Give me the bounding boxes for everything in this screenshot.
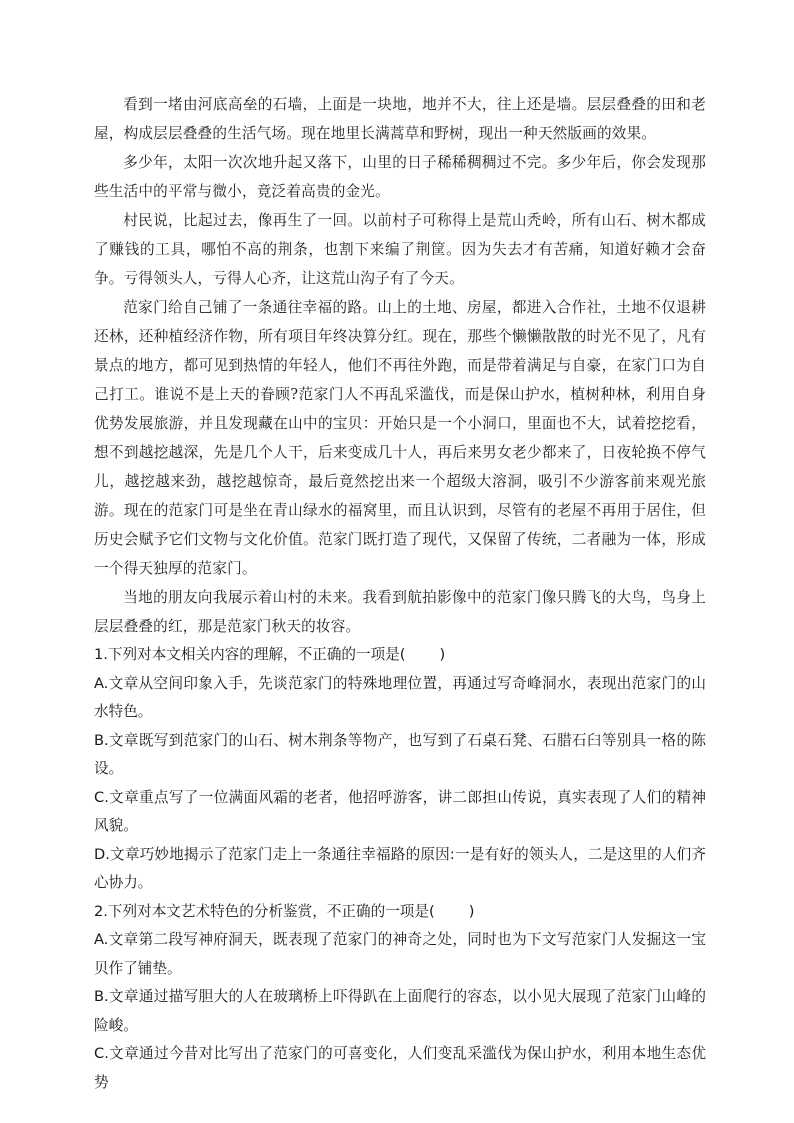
document-page [94,90,706,1097]
passage-paragraph: 范家门给自己铺了一条通往幸福的路。山上的土地、房屋，都进入合作社，土地不仅退耕还林，还种植经济作物，所有项目年终决算分红。现在，那些个懒懒散散的时光不见了，凡有景点的地方，都可见到热情的年轻人，他们不再往外跑，而是带着满足与自豪，在家门口为自己打工。谁说不是上天的眷顾?范家门人不再乱采滥伐，而是保山护水，植树种林，利用自身优势发展旅游，并且发现藏在山中的宝贝：开始只是一个小洞口，里面也不大，试着挖挖看，想不到越挖越深，先是几个人干，后来变成几十人，再后来男女老少都来了，日夜轮换不停气儿，越挖越来劲，越挖越惊奇，最后竟然挖出来一个超级大溶洞，吸引不少游客前来观光旅游。现在的范家门可是坐在青山绿水的福窝里，而且认识到，尽管有的老屋不再用于居住，但历史会赋予它们文物与文化价值。范家门既打造了现代，又保留了传统，二者融为一体，形成一个得天独厚的范家门。 [94,299,706,577]
question-stem-close: ) [439,646,446,663]
question-stem [94,641,706,670]
option-a: A.文章从空间印象入手，先谈范家门的特殊地理位置，再通过写奇峰洞水，表现出范家门的山水特色。 [94,674,706,720]
question-stem-close: ) [468,902,475,920]
passage-paragraph: 看到一堵由河底高垒的石墙，上面是一块地，地并不大，往上还是墙。层层叠叠的田和老屋，构成层层叠叠的生活气场。现在地里长满蒿草和野树，现出一种天然版画的效果。 [94,96,706,142]
question-stem-text: 1.下列对本文相关内容的理解，不正确的一项是( [94,646,406,663]
option-d: D.文章巧妙地揭示了范家门走上一条通往幸福路的原因:一是有好的领头人，二是这里的人们齐心协力。 [94,845,706,891]
passage-paragraph: 多少年，太阳一次次地升起又落下，山里的日子稀稀稠稠过不完。多少年后，你会发现那些生活中的平常与微小，竟泛着高贵的金光。 [94,154,706,200]
question-2 [94,898,706,1098]
option-b: B.文章既写到范家门的山石、树木荆条等物产，也写到了石桌石凳、石腊石臼等别具一格的陈设。 [94,731,706,777]
passage [94,90,706,641]
option-c: C.文章通过今昔对比写出了范家门的可喜变化，人们变乱采滥伐为保山护水，利用本地生态优势 [94,1045,706,1091]
option-b: B.文章通过描写胆大的人在玻璃桥上吓得趴在上面爬行的容态，以小见大展现了范家门山峰的险峻。 [94,988,706,1034]
question-1 [94,641,706,898]
passage-paragraph: 村民说，比起过去，像再生了一回。以前村子可称得上是荒山秃岭，所有山石、树木都成了赚钱的工具，哪怕不高的荆条，也割下来编了荆筐。因为失去才有苦痛，知道好赖才会奋争。亏得领头人，亏得人心齐，让这荒山沟子有了今天。 [94,212,706,287]
passage-paragraph: 当地的朋友向我展示着山村的未来。我看到航拍影像中的范家门像只腾飞的大鸟，鸟身上层层叠叠的红，那是范家门秋天的妆容。 [94,589,706,635]
question-stem-text: 2.下列对本文艺术特色的分析鉴赏，不正确的一项是( [94,902,435,920]
question-stem [94,898,706,927]
option-c: C.文章重点写了一位满面风霜的老者，他招呼游客，讲二郎担山传说，真实表现了人们的精神风貌。 [94,788,706,834]
question-list [94,641,706,1097]
option-a: A.文章第二段写神府洞天，既表现了范家门的神奇之处，同时也为下文写范家门人发掘这一宝贝作了铺垫。 [94,931,706,977]
